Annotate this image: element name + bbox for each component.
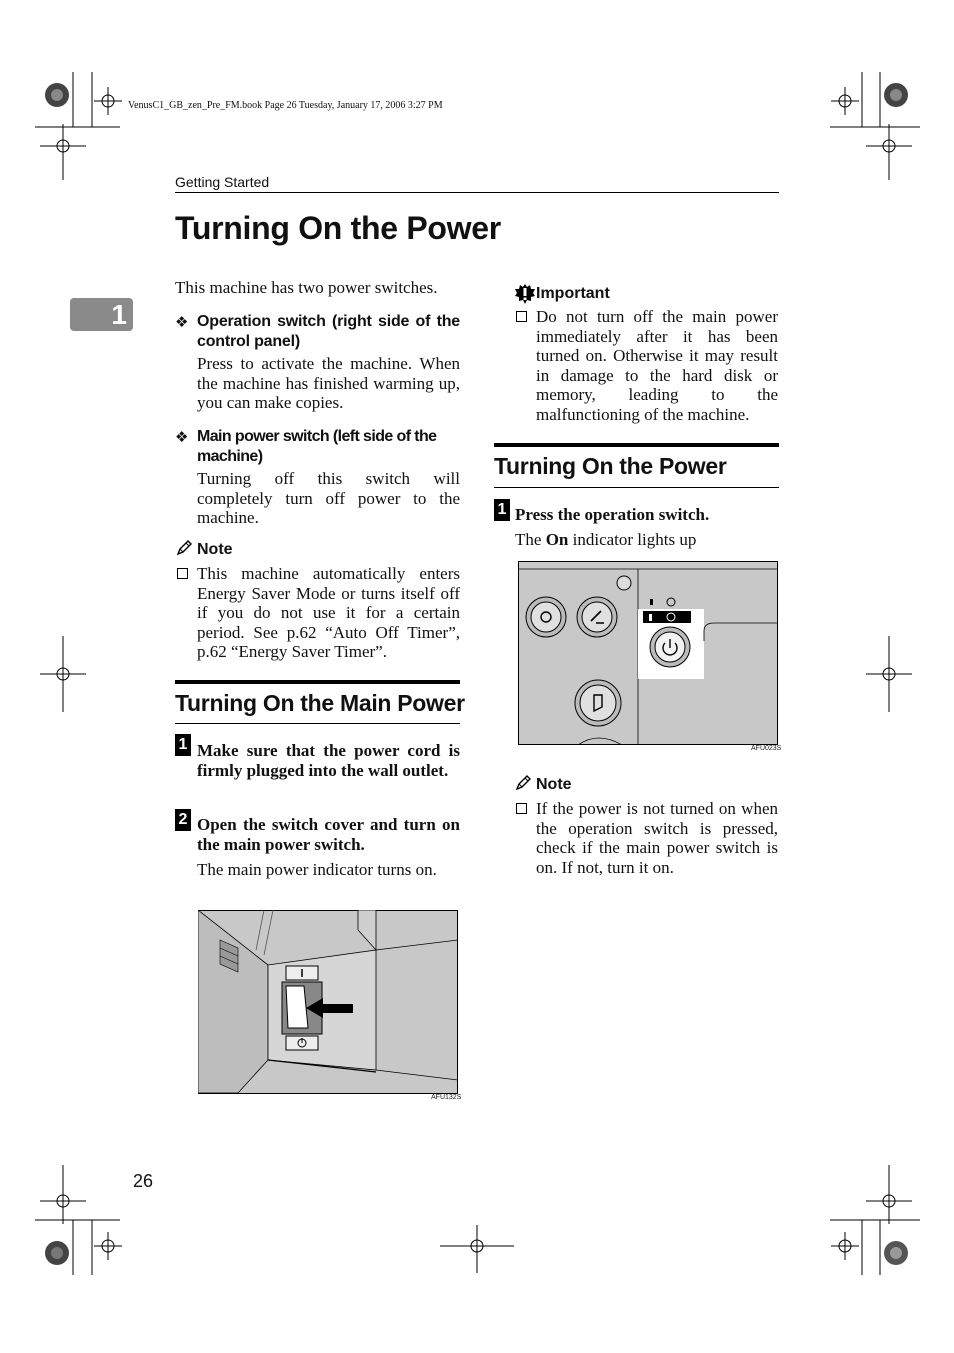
running-header: Getting Started	[175, 174, 270, 190]
step-number-1: 1	[494, 499, 510, 521]
operation-switch-heading: Operation switch (right side of the control panel)	[197, 313, 460, 350]
section-rule-bottom	[494, 487, 779, 488]
diamond-bullet-icon: ❖	[175, 428, 189, 446]
intro-text: This machine has two power switches.	[175, 278, 438, 297]
page-title: Turning On the Power	[175, 210, 501, 246]
checkbox-bullet-icon	[516, 311, 527, 322]
figure-code-main-power: AFU132S	[431, 1094, 462, 1101]
step-2-text: Open the switch cover and turn on the main power switch.	[197, 815, 460, 854]
operation-panel-illustration	[518, 561, 778, 745]
section-title-main-power: Turning On the Main Power	[175, 690, 465, 716]
important-heading: Important	[536, 285, 610, 302]
important-icon	[515, 284, 535, 309]
header-rule	[175, 192, 779, 193]
press-operation-switch-step: Press the operation switch.	[515, 505, 710, 524]
section-rule-top	[494, 443, 779, 447]
checkbox-bullet-icon	[177, 568, 188, 579]
file-metadata: VenusC1_GB_zen_Pre_FM.book Page 26 Tuesday, January 17, 2006 3:27 PM	[128, 100, 443, 111]
crop-marks-top-right	[800, 0, 954, 200]
note-heading: Note	[197, 541, 233, 558]
section-title-power: Turning On the Power	[494, 453, 727, 479]
page-number: 26	[133, 1171, 154, 1191]
step-1-text: Make sure that the power cord is firmly plugged into the wall outlet.	[197, 741, 460, 780]
section-rule-top	[175, 680, 460, 684]
main-power-switch-body: Turning off this switch will completely turn off power to the machine.	[197, 469, 460, 527]
step-2-result: The main power indicator turns on.	[197, 860, 437, 879]
registration-mark-right-middle	[862, 636, 922, 712]
chapter-number: 1	[111, 299, 127, 330]
registration-mark-bottom-center	[440, 1225, 516, 1275]
step-number-1: 1	[175, 734, 191, 756]
step-number-2: 2	[175, 809, 191, 831]
pencil-icon	[175, 539, 193, 562]
operation-switch-body: Press to activate the machine. When the machine has finished warming up, you can make copies.	[197, 354, 460, 412]
note-text-right: If the power is not turned on when the operation switch is pressed, check if the main power switch is on. If not, turn it on.	[536, 799, 778, 877]
note-heading-right: Note	[536, 776, 572, 793]
registration-mark-left-middle	[36, 636, 96, 712]
pencil-icon	[514, 774, 532, 797]
checkbox-bullet-icon	[516, 803, 527, 814]
section-rule-bottom	[175, 723, 460, 724]
result-suffix: indicator lights up	[568, 530, 697, 549]
main-power-switch-heading: Main power switch (left side of the machine)	[197, 428, 437, 465]
step-result	[515, 530, 778, 550]
note-text: This machine automatically enters Energy Saver Mode or turns itself off if you do not use it for a certain period. See p.62 “Auto Off Timer”, p.62 “Energy Saver Timer”.	[197, 564, 460, 661]
main-power-switch-illustration	[198, 910, 458, 1094]
result-prefix: The	[515, 530, 546, 549]
crop-marks-bottom-right	[800, 1160, 954, 1348]
on-indicator-label: On	[545, 530, 569, 549]
chapter-tab	[70, 298, 133, 331]
figure-code-operation-panel: AFU023S	[751, 745, 782, 752]
important-text: Do not turn off the main power immediately after it has been turned on. Otherwise it may result in damage to the hard disk or memory, leading to the malfunctioning of the machine.	[536, 307, 778, 424]
diamond-bullet-icon: ❖	[175, 313, 189, 331]
